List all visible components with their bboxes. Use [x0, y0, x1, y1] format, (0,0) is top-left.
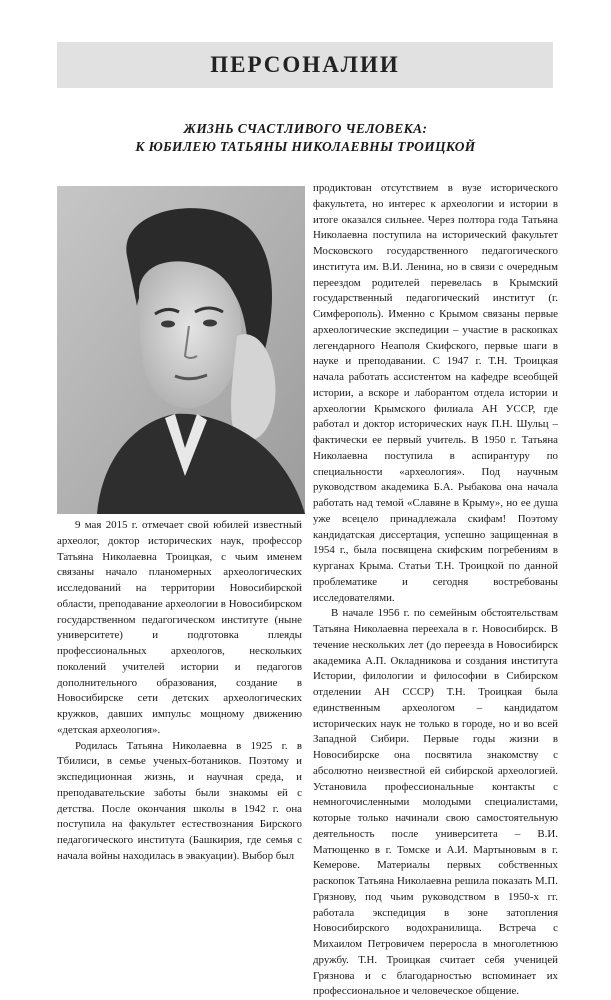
article-title-line-2: К ЮБИЛЕЮ ТАТЬЯНЫ НИКОЛАЕВНЫ ТРОИЦКОЙ — [135, 139, 476, 154]
paragraph: Родилась Татьяна Николаевна в 1925 г. в Тбилиси, в семье ученых-ботаников. Поэтому и экспедиционная жизнь, и научная среда, и преподавательские заботы были знакомы ей с детства. После окончания школы в 1942 г. она поступила на факультет естествознания Бирского педагогического института (Башкирия, где семья с начала войны находилась в эвакуации). Выбор был — [57, 739, 302, 862]
portrait-photo — [57, 186, 305, 514]
paragraph: продиктован отсутствием в вузе исторического факультета, но интерес к археологии и истории в итоге оказался сильнее. Через полтора года Татьяна Николаевна поступила на исторический факультет Московского государственного педагогического института им. В.И. Ленина, но в связи с очередным переездом родителей перевелась в Крымский государственный педагогический институт (г. Симферополь). Именно с Крымом связаны первые археологические экспедиции – участие в раскопках легендарного Неаполя Скифского, первые шаги в науке и преподавании. С 1947 г. Т.Н. Троицкая начала работать ассистентом на кафедре всеобщей истории, а вскоре и лаборантом отдела истории и археологии Крымского филиала АН УССР, где работал и доктор исторических наук П.Н. Шульц – фактически ее первый учитель. В 1950 г. Татьяна Николаевна поступила в аспирантуру по специальности «археология». Под научным руководством академика Б.А. Рыбакова она начала работать над темой «Славяне в Крыму», но ее душа уже всецело принадлежала скифам! Поэтому кандидатская диссертация, успешно защищенная в 1954 г., была посвящена скифским погребениям в курганах Крыма. Статьи Т.Н. Троицкой по данной проблематике и сегодня востребованы исследователями. — [313, 182, 558, 604]
section-title: ПЕРСОНАЛИИ — [210, 52, 400, 77]
paragraph: В начале 1956 г. по семейным обстоятельствам Татьяна Николаевна переехала в г. Новосибирск. В течение нескольких лет (до переезда в Новосибирск академика А.П. Окладникова и создания института Истории, филологии и философии в Сибирском отделении АН СССР) Т.Н. Троицкая была единственным археологом – кандидатом исторических наук не только в городе, но и во всей Западной Сибири. Первые годы жизни в Новосибирске она посвятила знакомству с абсолютно неизвестной ей сибирской археологией. Установила профессиональные контакты с немногочисленными молодыми специалистами, которые только начинали свою самостоятельную деятельность после университета – В.И. Матющенко в г. Томске и А.И. Мартыновым в г. Кемерове. Материалы первых собственных раскопок Татьяна Николаевна решила показать М.П. Грязнову, под чьим руководством в 1950-х гг. работала экспедиция в зоне затопления Новосибирского водохранилища. Встреча с Михаилом Петровичем переросла в многолетнюю дружбу. Т.Н. Троицкая считает себя ученицей Грязнова и с благодарностью вспоминает их профессиональное и человеческое общение. — [313, 607, 558, 998]
paragraph: 9 мая 2015 г. отмечает свой юбилей известный археолог, доктор исторических наук, профессор Татьяна Николаевна Троицкая, с чьим именем связаны начало планомерных археологических исследований на территории Новосибирской области, преподавание археологии в Новосибирском государственном педагогическом институте (ныне университете) и подготовка плеяды профессиональных археологов, нескольких поколений учителей истории и педагогов дополнительного образования, создание в Новосибирске сети детских археологических кружков, давших импульс мощному движению «детская археология». — [57, 519, 302, 736]
article-title — [40, 120, 571, 156]
right-text-column — [313, 181, 558, 1000]
left-text-column — [57, 518, 302, 865]
section-header — [57, 42, 553, 88]
article-title-line-1: ЖИЗНЬ СЧАСТЛИВОГО ЧЕЛОВЕКА: — [183, 121, 428, 136]
